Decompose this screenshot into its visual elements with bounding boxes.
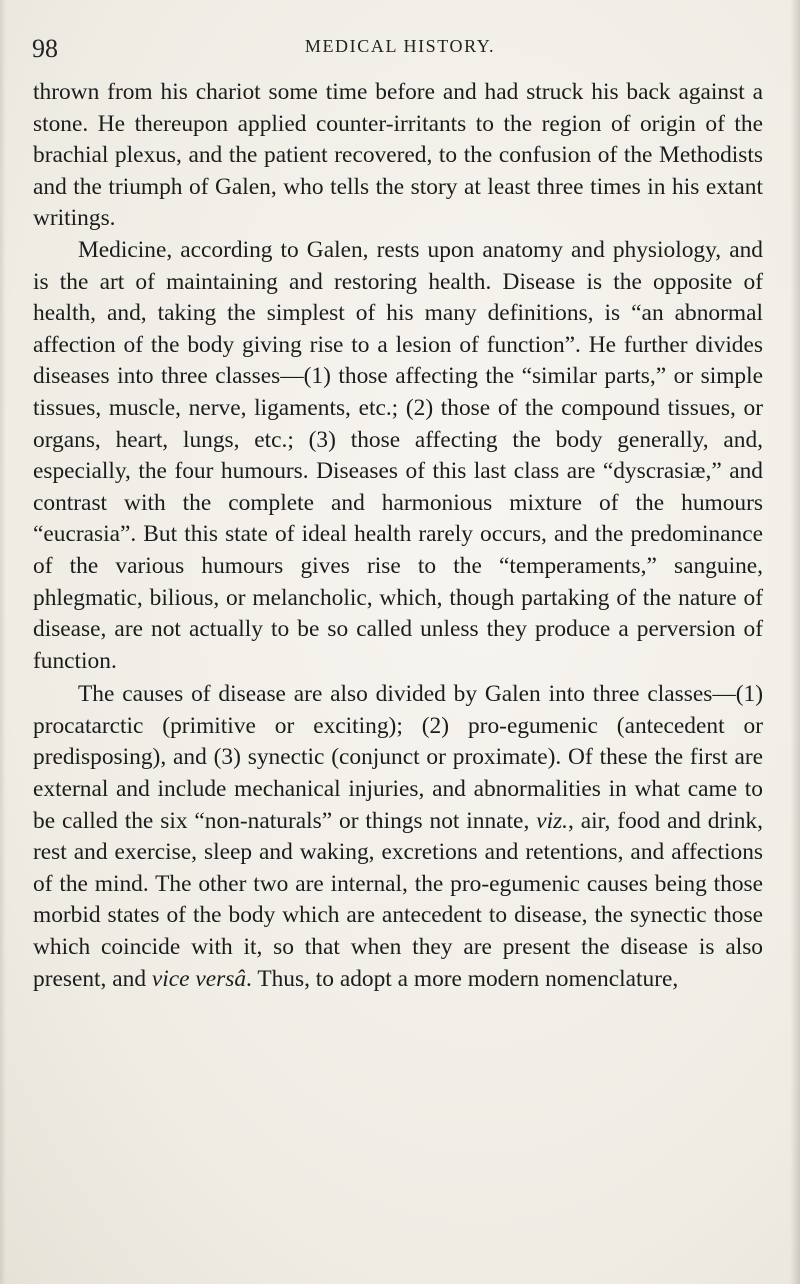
scan-shadow-left	[0, 0, 6, 1284]
paragraph-1: thrown from his chariot some time before and had struck his back against a stone. He thereupon applied counter-irritants to the region of origin of the brachial plexus, and the patient recovered, to the confusion of the Methodists and the triumph of Galen, who tells the story at least three times in his extant writings.	[33, 79, 763, 232]
paragraph-3-italic-2: vice versâ	[151, 965, 247, 992]
paragraph-3-italic-1: viz.	[536, 807, 569, 834]
paragraph-3-text-1: The causes of disease are also divided by Galen into three classes—(1) procatarctic (primitive or exciting); (2) pro-egumenic (antecedent or predisposing), and (3) synectic (conjunct or proximate). Of these the first are external and include mechanical injuries, and abnormalities in what came to be called the six “non-naturals” or things not innate,	[33, 681, 763, 834]
page-number: 98	[32, 34, 58, 63]
paragraph-3-text-2: , air, food and drink, rest and exercise, sleep and waking, excretions and retentions, and affections of the mind. The other two are internal, the pro-egumenic causes being those morbid states of the body which are antecedent to disease, the synectic those which coincide with it, so that when they are present the disease is also present, and	[33, 807, 763, 992]
running-head: MEDICAL HISTORY.	[304, 36, 496, 56]
body-text	[33, 77, 763, 995]
scan-shadow-right	[790, 0, 800, 1284]
page-header	[30, 30, 770, 64]
paragraph-3	[33, 679, 763, 995]
paragraph-3-text-3: . Thus, to adopt a more modern nomenclature,	[246, 965, 679, 992]
paragraph-2: Medicine, according to Galen, rests upon anatomy and physiology, and is the art of maintaining and restoring health. Disease is the opposite of health, and, taking the simplest of his many definitions, is “an abnormal affection of the body giving rise to a lesion of function”. He further divides diseases into three classes—(1) those affecting the “similar parts,” or simple tissues, muscle, nerve, ligaments, etc.; (2) those of the compound tissues, or organs, heart, lungs, etc.; (3) those affecting the body generally, and, especially, the four humours. Diseases of this last class are “dyscrasiæ,” and contrast with the complete and harmonious mixture of the humours “eucrasia”. But this state of ideal health rarely occurs, and the predominance of the various humours gives rise to the “temperaments,” sanguine, phlegmatic, bilious, or melancholic, which, though partaking of the nature of disease, are not actually to be so called unless they produce a perversion of function.	[33, 236, 763, 674]
